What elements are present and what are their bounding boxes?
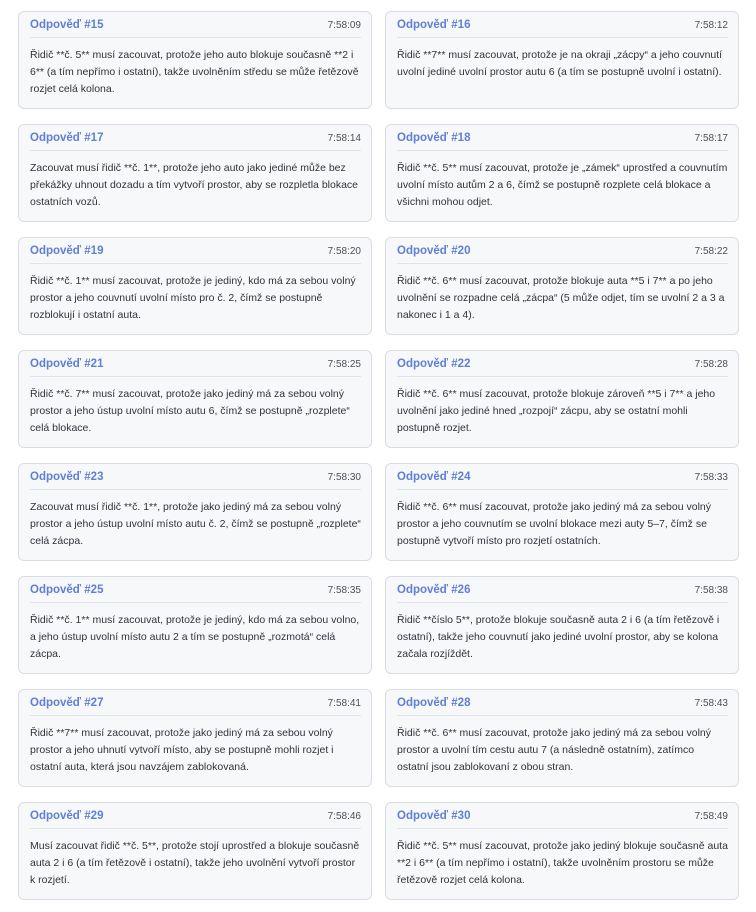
response-text: Musí zacouvat řidič **č. 5**, protože stojí uprostřed a blokuje současně auta 2 i 6 (a tím řetězově i ostatní), takže jeho uvolnění vytvoří prostor k rozjetí.: [30, 840, 360, 886]
response-title: Odpověď #21: [30, 358, 104, 370]
response-text: Řidič **7** musí zacouvat, protože je na okraji „zácpy“ a jeho couvnutí uvolní jediné uvolní prostor autu 6 (a tím se postupně uvolní i ostatní).: [397, 49, 723, 78]
response-title: Odpověď #25: [30, 584, 104, 596]
response-card: [18, 689, 372, 787]
response-timestamp: 7:58:46: [327, 811, 361, 822]
response-text: Řidič **č. 1** musí zacouvat, protože je jediný, kdo má za sebou volný prostor a jeho couvnutí uvolní místo pro č. 2, čímž se postupně rozblokují i ostatní auta.: [30, 275, 356, 321]
response-card-header: [30, 132, 361, 151]
response-card: [385, 689, 739, 787]
response-title: Odpověď #29: [30, 810, 104, 822]
response-text: Řidič **7** musí zacouvat, protože jako jediný má za sebou volný prostor a jeho uhnutí vytvoří místo, aby se postupně mohli rozjet i ostatní auta, která jsou navzájem zablokovaná.: [30, 727, 334, 773]
response-card: [18, 576, 372, 674]
response-title: Odpověď #24: [397, 471, 471, 483]
response-card-header: [30, 245, 361, 264]
response-text: Řidič **č. 6** musí zacouvat, protože blokuje zároveň **5 i 7** a jeho uvolnění jako jediné hned „rozpojí“ zácpu, aby se ostatní mohli postupně rozjet.: [397, 388, 716, 434]
response-text: Zacouvat musí řidič **č. 1**, protože jako jediný má za sebou volný prostor a jeho ústup uvolní místo autu č. 2, čímž se postupně „rozplete“ celá zácpa.: [30, 501, 361, 547]
response-card: [385, 576, 739, 674]
response-timestamp: 7:58:17: [694, 133, 728, 144]
response-timestamp: 7:58:41: [327, 698, 361, 709]
response-timestamp: 7:58:25: [327, 359, 361, 370]
response-card-header: [30, 19, 361, 38]
response-timestamp: 7:58:12: [694, 20, 728, 31]
response-title: Odpověď #22: [397, 358, 471, 370]
response-title: Odpověď #15: [30, 19, 104, 31]
response-card-header: [397, 697, 728, 716]
response-title: Odpověď #17: [30, 132, 104, 144]
response-card: [18, 124, 372, 222]
response-text: Řidič **č. 7** musí zacouvat, protože jako jediný má za sebou volný prostor a jeho ústup uvolní místo autu 6, čímž se postupně „rozplete“ celá blokace.: [30, 388, 350, 434]
response-text: Zacouvat musí řidič **č. 1**, protože jeho auto jako jediné může bez překážky uhnout dozadu a tím vytvoří prostor, aby se rozpletla blokace ostatních vozů.: [30, 162, 359, 208]
response-text: Řidič **číslo 5**, protože blokuje současně auta 2 i 6 (a tím řetězově i ostatní), takže jeho couvnutí jako jediné uvolní prostor, aby se kolona začala rozjíždět.: [397, 614, 720, 660]
response-title: Odpověď #26: [397, 584, 471, 596]
response-timestamp: 7:58:30: [327, 472, 361, 483]
response-title: Odpověď #19: [30, 245, 104, 257]
response-card-header: [397, 19, 728, 38]
response-card-header: [397, 584, 728, 603]
response-card-header: [30, 584, 361, 603]
response-card-header: [397, 132, 728, 151]
response-card: [18, 237, 372, 335]
response-card: [385, 124, 739, 222]
response-card: [385, 802, 739, 900]
response-card-header: [30, 810, 361, 829]
response-card: [385, 350, 739, 448]
response-card-header: [397, 358, 728, 377]
response-card: [385, 237, 739, 335]
response-card-header: [30, 358, 361, 377]
response-text: Řidič **č. 6** musí zacouvat, protože blokuje auta **5 i 7** a po jeho uvolnění se rozpadne celá „zácpa“ (5 může odjet, tím se uvolní 2 a 3 a nakonec i 1 a 4).: [397, 275, 725, 321]
response-title: Odpověď #20: [397, 245, 471, 257]
response-timestamp: 7:58:14: [327, 133, 361, 144]
response-text: Řidič **č. 5** musí zacouvat, protože jako jediný blokuje současně auta **2 i 6** (a tím nepřímo i ostatní), takže uvolněním prostoru se může řetězově rozjet celá kolona.: [397, 840, 728, 886]
response-timestamp: 7:58:22: [694, 246, 728, 257]
response-text: Řidič **č. 1** musí zacouvat, protože je jediný, kdo má za sebou volno, a jeho ústup uvolní místo autu 2 a tím se postupně „rozmotá“ celá zácpa.: [30, 614, 360, 660]
response-card: [385, 11, 739, 109]
response-card-header: [397, 471, 728, 490]
response-timestamp: 7:58:35: [327, 585, 361, 596]
response-title: Odpověď #27: [30, 697, 104, 709]
response-card: [18, 463, 372, 561]
response-title: Odpověď #28: [397, 697, 471, 709]
response-timestamp: 7:58:28: [694, 359, 728, 370]
response-title: Odpověď #23: [30, 471, 104, 483]
response-timestamp: 7:58:33: [694, 472, 728, 483]
response-card: [18, 11, 372, 109]
response-timestamp: 7:58:49: [694, 811, 728, 822]
response-text: Řidič **č. 5** musí zacouvat, protože je „zámek“ uprostřed a couvnutím uvolní místo autům 2 a 6, čímž se postupně rozplete celá blokace a všichni mohou odjet.: [397, 162, 728, 208]
response-card: [385, 463, 739, 561]
response-title: Odpověď #30: [397, 810, 471, 822]
response-card-header: [30, 697, 361, 716]
response-text: Řidič **č. 5** musí zacouvat, protože jeho auto blokuje současně **2 i 6** (a tím nepřímo i ostatní), takže uvolněním středu se může řetězově rozjet celá kolona.: [30, 49, 359, 95]
response-card: [18, 350, 372, 448]
response-text: Řidič **č. 6** musí zacouvat, protože jako jediný má za sebou volný prostor a uvolní tím cestu autu 7 (a následně ostatním), zatímco ostatní jsou zablokovaní z obou stran.: [397, 727, 711, 773]
response-card-header: [397, 245, 728, 264]
response-text: Řidič **č. 6** musí zacouvat, protože jako jediný má za sebou volný prostor a jeho couvnutím se uvolní blokace mezi auty 5–7, čímž se postupně vytvoří místo pro rozjetí ostatních.: [397, 501, 711, 547]
response-title: Odpověď #18: [397, 132, 471, 144]
response-card: [18, 802, 372, 900]
response-title: Odpověď #16: [397, 19, 471, 31]
response-card-header: [30, 471, 361, 490]
response-timestamp: 7:58:20: [327, 246, 361, 257]
response-timestamp: 7:58:09: [327, 20, 361, 31]
response-timestamp: 7:58:43: [694, 698, 728, 709]
response-card-header: [397, 810, 728, 829]
response-timestamp: 7:58:38: [694, 585, 728, 596]
